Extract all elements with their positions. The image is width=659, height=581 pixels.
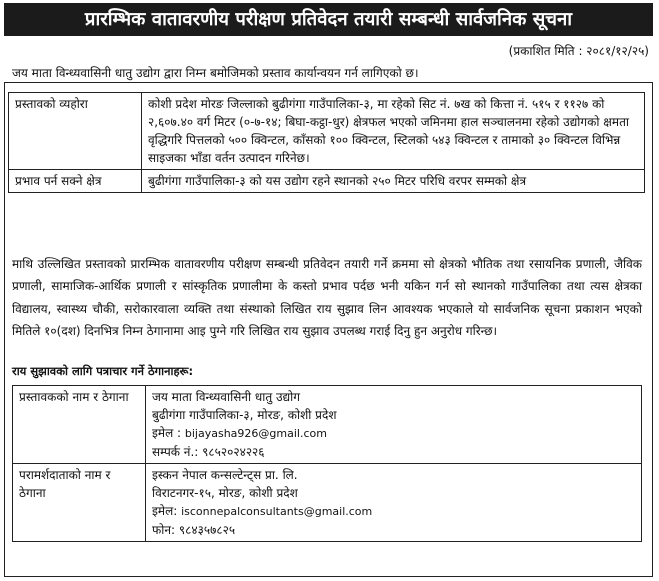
proposal-label: प्रस्तावको व्यहोरा bbox=[9, 93, 142, 170]
table-row bbox=[13, 464, 642, 542]
phone-label: फोन: bbox=[152, 523, 176, 537]
contacts-table bbox=[12, 385, 642, 542]
proponent-phone-line bbox=[152, 443, 635, 461]
proponent-email-line bbox=[152, 424, 635, 443]
consultant-label: परामर्शदाताको नाम र ठेगाना bbox=[13, 464, 146, 542]
consultant-name: इस्कन नेपाल कन्सल्टेन्ट्स प्रा. लि. bbox=[152, 468, 298, 482]
email-label: इमेल: bbox=[152, 504, 178, 518]
email-label: इमेल : bbox=[152, 426, 182, 440]
proposal-table bbox=[8, 92, 645, 193]
consultant-phone-line bbox=[152, 521, 635, 539]
proponent-email-link[interactable]: bijayasha926@gmail.com bbox=[184, 427, 327, 440]
contact-heading: राय सुझावको लागि पत्राचार गर्ने ठेगानाहरू: bbox=[12, 364, 194, 378]
intro-text: जय माता विन्ध्यवासिनी धातु उद्योग द्वारा निम्न बमोजिमको प्रस्ताव कार्यान्वयन गर्न लागिएको छ। bbox=[12, 66, 419, 80]
consultant-email-line bbox=[152, 502, 635, 521]
impact-area-label: प्रभाव पर्न सक्ने क्षेत्र bbox=[9, 170, 142, 193]
impact-area-description: बुढीगंगा गाउँपालिका-३ को यस उद्योग रहने स्थानको २५० मिटर परिधि वरपर सम्मको क्षेत्र bbox=[142, 170, 645, 193]
published-date: (प्रकाशित मिति : २०८१/१२/२५) bbox=[508, 44, 649, 58]
consultant-details bbox=[146, 464, 642, 542]
proponent-phone: ९८५२०२४२२६ bbox=[202, 445, 265, 459]
consultant-email-link[interactable]: isconnepalconsultants@gmail.com bbox=[181, 505, 373, 518]
consultant-phone: ९८४३५७८२५ bbox=[178, 523, 236, 537]
table-row bbox=[9, 93, 645, 170]
table-row bbox=[9, 170, 645, 193]
consultant-address: विराटनगर-१५, मोरङ, कोशी प्रदेश bbox=[152, 486, 298, 500]
phone-label: सम्पर्क नं.: bbox=[152, 445, 199, 459]
request-paragraph: माथि उल्लिखित प्रस्तावको प्रारम्भिक वातावरणीय परीक्षण सम्बन्धी प्रतिवेदन तयारी गर्ने क्रममा सो क्षेत्रको भौतिक तथा रसायनिक प्रणाली, जैविक प्रणाली, सामाजिक-आर्थिक प्रणाली र सांस्कृतिक प्रणालीमा के कस्तो प्रभाव पर्दछ भनी यकिन गर्न सो स्थानको गाउँपालिका तथा त्यस क्षेत्रका विद्यालय, स्वास्थ्य चौकी, सरोकारवाला व्यक्ति तथा संस्थाको लिखित राय सुझाव लिन आवश्यक भएकाले यो सार्वजनिक सूचना प्रकाशन भएको मितिले १०(दश) दिनभित्र निम्न ठेगानामा आइ पुग्ने गरि लिखित राय सुझाव उपलब्ध गराई दिनु हुन अनुरोध गरिन्छ। bbox=[12, 257, 642, 339]
notice-title: प्रारम्भिक वातावरणीय परीक्षण प्रतिवेदन तयारी सम्बन्धी सार्वजनिक सूचना bbox=[4, 3, 653, 36]
table-row bbox=[13, 386, 642, 464]
proponent-details bbox=[146, 386, 642, 464]
proponent-label: प्रस्तावकको नाम र ठेगाना bbox=[13, 386, 146, 464]
proponent-name: जय माता विन्ध्यवासिनी धातु उद्योग bbox=[152, 390, 301, 404]
proponent-address: बुढीगंगा गाउँपालिका-३, मोरङ, कोशी प्रदेश bbox=[152, 408, 337, 422]
proposal-description: कोशी प्रदेश मोरङ जिल्लाको बुढीगंगा गाउँपालिका-३, मा रहेको सिट नं. ७ख को कित्ता नं. ५१५ र ११२७ को २,६०७.४० वर्ग मिटर (०-७-१४; बिघा-कट्ठा-धुर) क्षेत्रफल भएको जमिनमा हाल सञ्चालनमा रहेको उद्योगको क्षमता वृद्धिगरि पित्तलको ५०० क्विन्टल, काँसको १०० क्विन्टल, स्टिलको ५४३ क्विन्टल र तामाको ३० क्विन्टल विभिन्न साइजका भाँडा वर्तन उत्पादन गरिनेछ। bbox=[142, 93, 645, 170]
